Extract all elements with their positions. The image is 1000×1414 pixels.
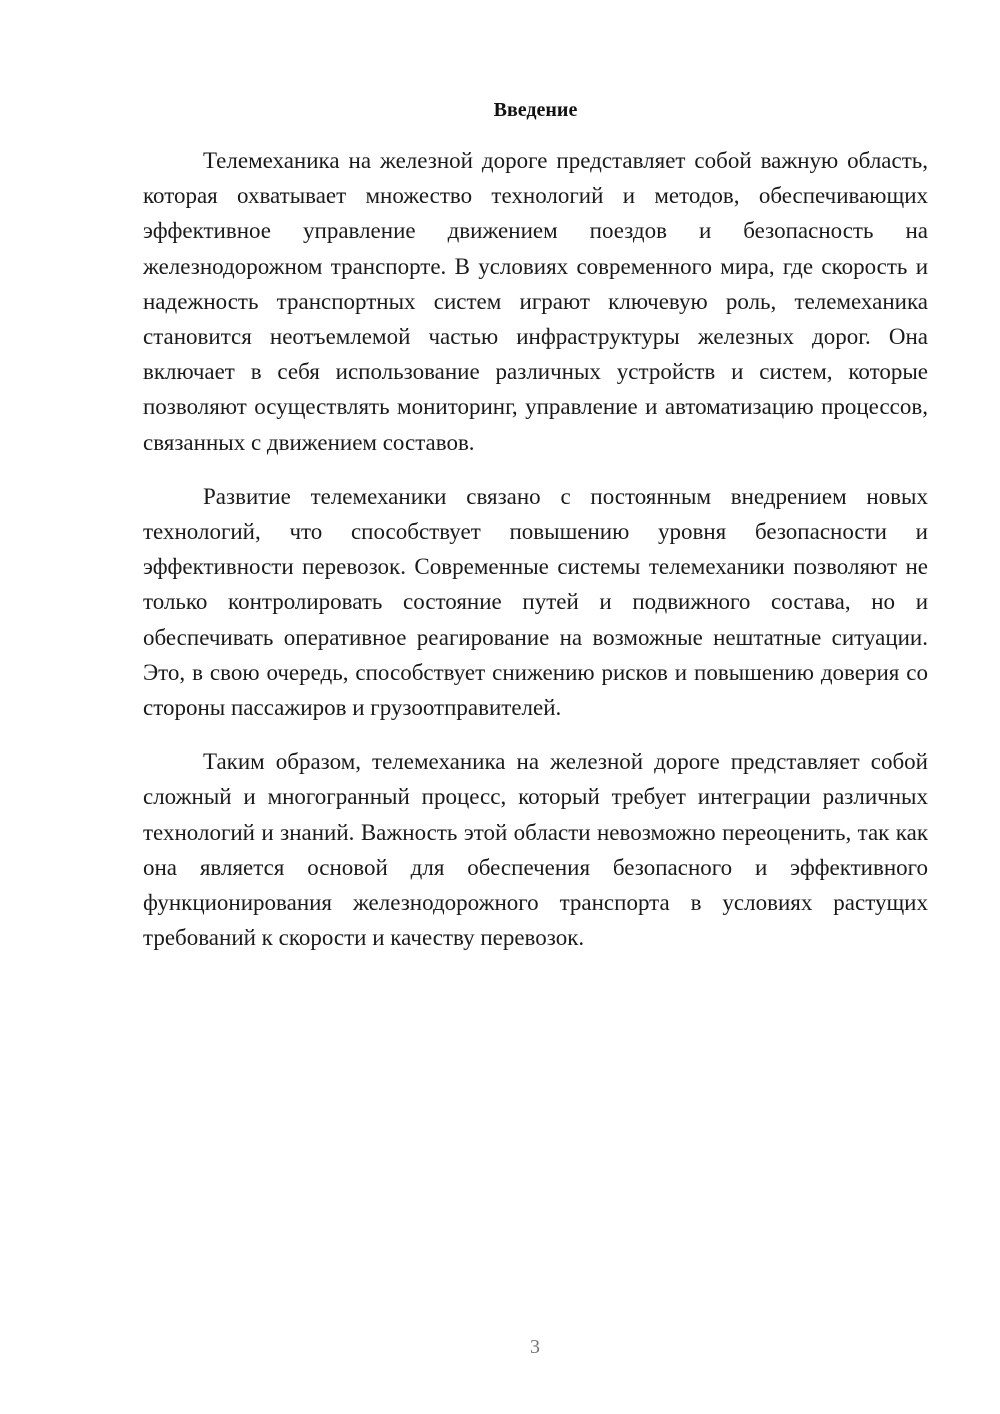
paragraph-1: Телемеханика на железной дороге представляет собой важную область, которая охватывает множество технологий и методов, обеспечивающих эффективное управление движением поездов и безопасность на железнодорожном транспорте. В условиях современного мира, где скорость и надежность транспортных систем играют ключевую роль, телемеханика становится неотъемлемой частью инфраструктуры железных дорог. Она включает в себя использование различных устройств и систем, которые позволяют осуществлять мониторинг, управление и автоматизацию процессов, связанных с движением составов. [143,148,928,455]
section-title: Введение [493,99,578,121]
paragraph-3: Таким образом, телемеханика на железной дороге представляет собой сложный и многогранный процесс, который требует интеграции различных технологий и знаний. Важность этой области невозможно переоценить, так как она является основой для обеспечения безопасного и эффективного функционирования железнодорожного транспорта в условиях растущих требований к скорости и качеству перевозок. [143,749,928,951]
paragraph-2: Развитие телемеханики связано с постоянным внедрением новых технологий, что способствует повышению уровня безопасности и эффективности перевозок. Современные системы телемеханики позволяют не только контролировать состояние путей и подвижного состава, но и обеспечивать оперативное реагирование на возможные нештатные ситуации. Это, в свою очередь, способствует снижению рисков и повышению доверия со стороны пассажиров и грузоотправителей. [143,483,928,721]
page-number: 3 [530,1336,540,1358]
body-text [143,143,928,955]
